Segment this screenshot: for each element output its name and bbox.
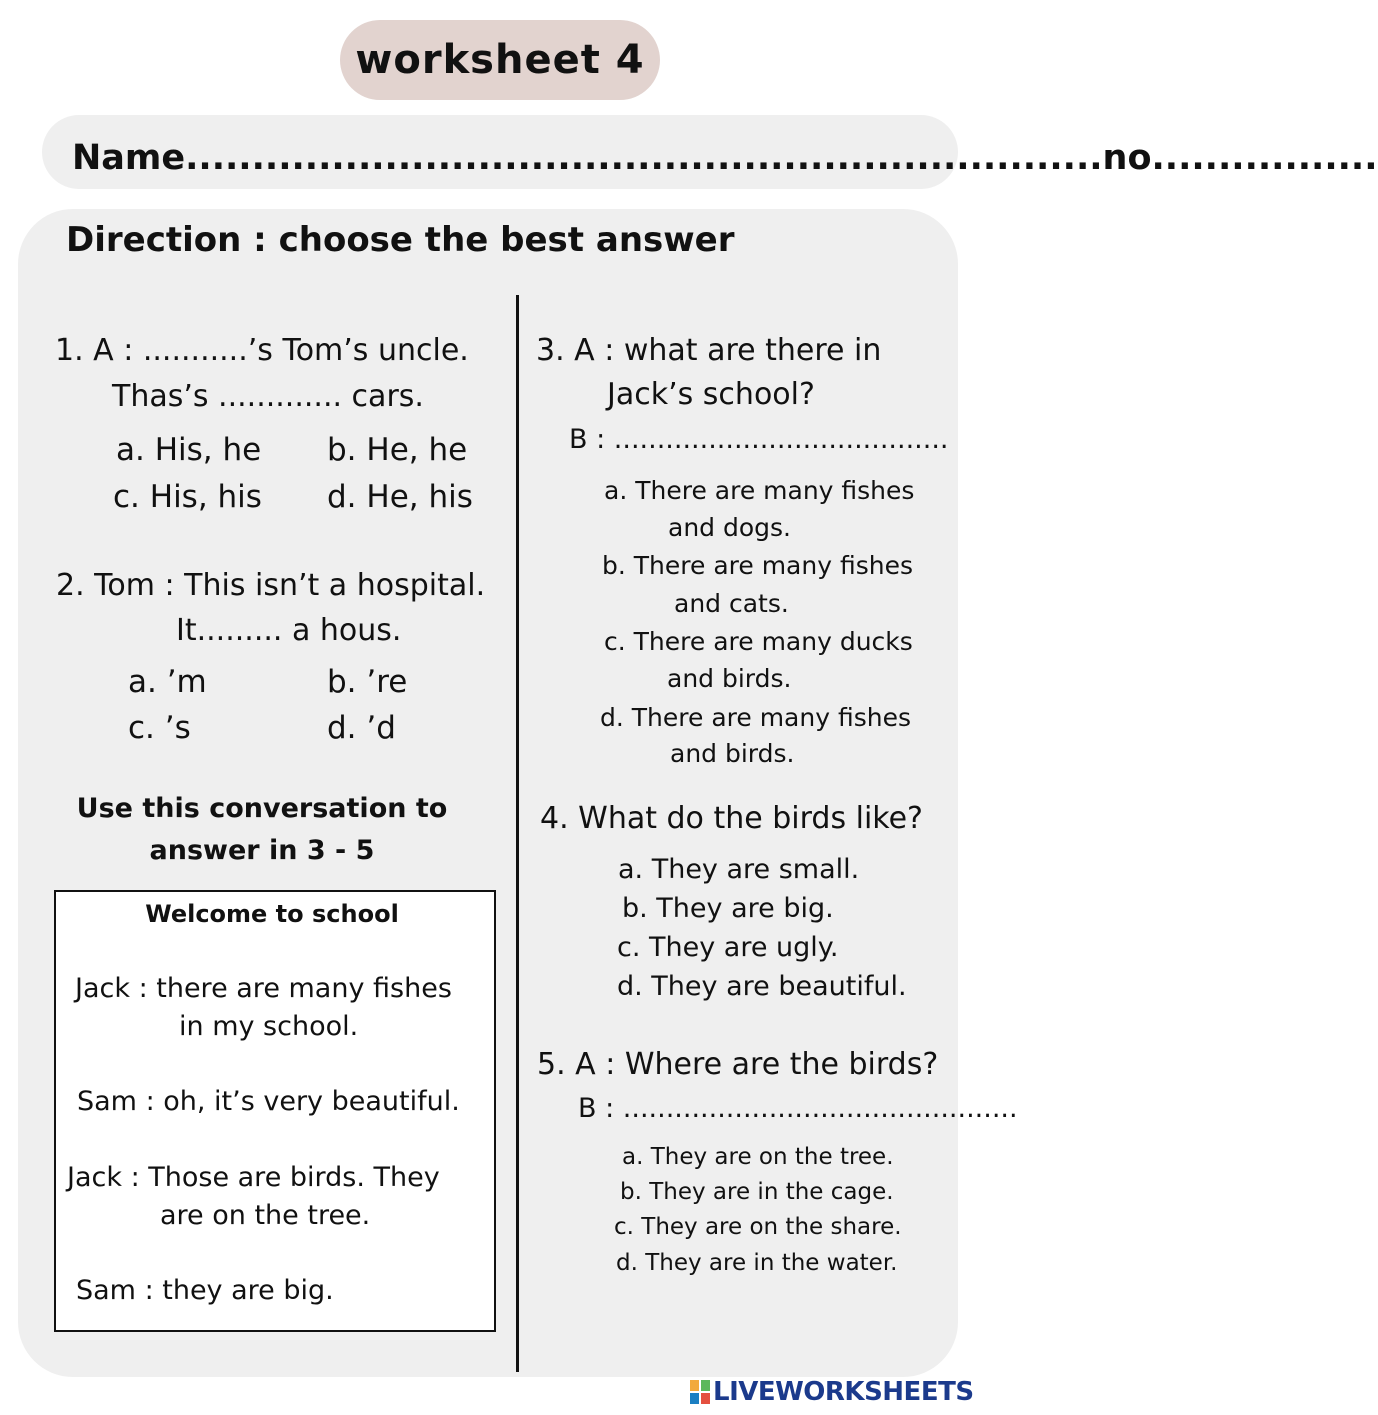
q5-answer-blank[interactable]: B : .............................................. xyxy=(578,1093,1018,1124)
conversation-title: Welcome to school xyxy=(145,900,399,928)
q5-prompt: 5. A : Where are the birds? xyxy=(537,1047,939,1082)
conversation-line-jack-1-cont: in my school. xyxy=(179,1011,359,1042)
q1-prompt: 1. A : ...........’s Tom’s uncle. xyxy=(55,333,469,368)
q1-option-d[interactable]: d. He, his xyxy=(327,479,473,515)
instruction-line2: answer in 3 - 5 xyxy=(149,835,375,866)
q3-option-a[interactable]: a. There are many fishes xyxy=(604,476,915,505)
q1-prompt-line2: Thas’s ............. cars. xyxy=(112,379,424,414)
q5-option-c[interactable]: c. They are on the share. xyxy=(614,1214,902,1240)
liveworksheets-logo xyxy=(690,1376,974,1408)
q1-option-b[interactable]: b. He, he xyxy=(327,432,468,468)
direction-heading: Direction : choose the best answer xyxy=(66,220,735,260)
q3-option-d-cont: and birds. xyxy=(670,739,795,768)
q4-option-a[interactable]: a. They are small. xyxy=(618,854,860,885)
q2-prompt-line2: It......... a hous. xyxy=(176,613,402,648)
q5-option-d[interactable]: d. They are in the water. xyxy=(616,1250,898,1276)
q2-option-d[interactable]: d. ’d xyxy=(327,710,396,746)
conversation-box xyxy=(54,890,496,1332)
q3-answer-blank[interactable]: B : ....................................... xyxy=(569,424,949,455)
conversation-line-sam-2: Sam : they are big. xyxy=(76,1275,334,1306)
q2-option-c[interactable]: c. ’s xyxy=(128,710,191,746)
q3-option-b-cont: and cats. xyxy=(674,589,789,618)
q3-option-a-cont: and dogs. xyxy=(668,513,791,542)
conversation-line-jack-2-cont: are on the tree. xyxy=(160,1200,371,1231)
q2-prompt: 2. Tom : This isn’t a hospital. xyxy=(56,568,486,603)
q3-option-c[interactable]: c. There are many ducks xyxy=(604,627,913,656)
q1-option-c[interactable]: c. His, his xyxy=(113,479,262,515)
liveworksheets-logo-text: LIVEWORKSHEETS xyxy=(713,1377,974,1407)
q5-option-b[interactable]: b. They are in the cage. xyxy=(620,1179,894,1205)
q2-option-a[interactable]: a. ’m xyxy=(128,664,207,700)
column-divider xyxy=(516,295,519,1372)
conversation-line-jack-2: Jack : Those are birds. They xyxy=(67,1162,440,1193)
q4-option-d[interactable]: d. They are beautiful. xyxy=(617,971,907,1002)
q3-option-d[interactable]: d. There are many fishes xyxy=(600,703,911,732)
instruction-line1: Use this conversation to xyxy=(76,793,448,824)
q4-option-c[interactable]: c. They are ugly. xyxy=(617,932,839,963)
conversation-instruction xyxy=(52,788,472,872)
q3-prompt-line2: Jack’s school? xyxy=(607,377,815,412)
conversation-line-sam-1: Sam : oh, it’s very beautiful. xyxy=(77,1086,460,1117)
q5-option-a[interactable]: a. They are on the tree. xyxy=(622,1144,894,1170)
q3-option-c-cont: and birds. xyxy=(667,664,792,693)
q3-option-b[interactable]: b. There are many fishes xyxy=(602,551,913,580)
liveworksheets-logo-icon xyxy=(690,1380,710,1404)
q3-prompt: 3. A : what are there in xyxy=(536,333,882,368)
q4-prompt: 4. What do the birds like? xyxy=(540,801,923,836)
worksheet-title: worksheet 4 xyxy=(340,20,660,100)
conversation-line-jack-1: Jack : there are many fishes xyxy=(75,973,452,1004)
q2-option-b[interactable]: b. ’re xyxy=(327,664,408,700)
q1-option-a[interactable]: a. His, he xyxy=(116,432,262,468)
q4-option-b[interactable]: b. They are big. xyxy=(622,893,834,924)
name-field[interactable]: Name.....................................................................no................. xyxy=(72,138,1378,178)
